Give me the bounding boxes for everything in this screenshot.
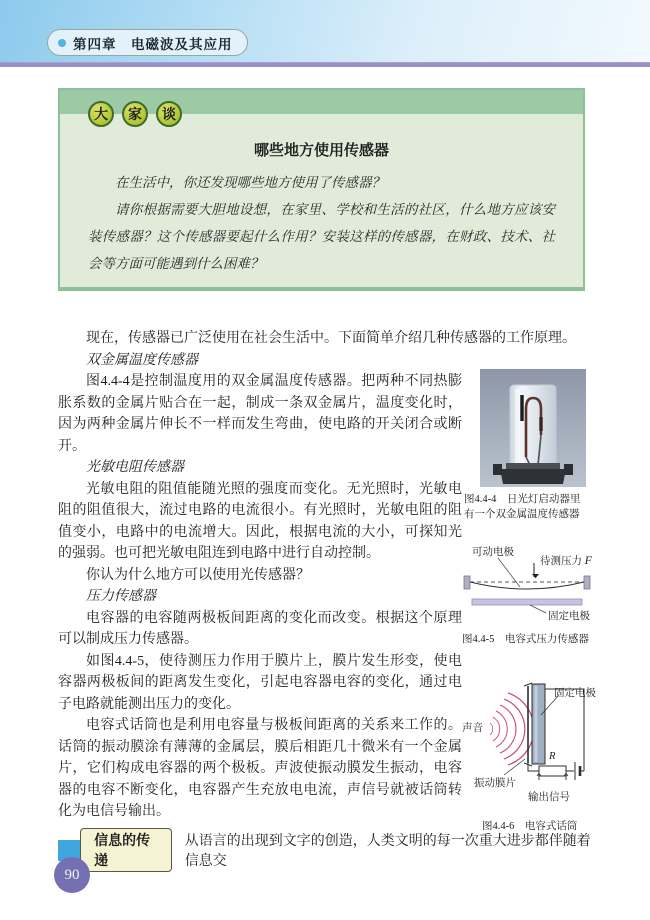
intro-paragraph: 现在，传感器已广泛使用在社会生活中。下面简单介绍几种传感器的工作原理。 [86, 331, 576, 346]
discussion-paragraph: 请你根据需要大胆地设想，在家里、学校和生活的社区，什么地方应该安装传感器？这个传感器要起什么作用？安装这样的传感器，在财政、技术、社会等方面可能遇到什么困难？ [88, 202, 555, 271]
discussion-title: 哪些地方使用传感器 [253, 142, 389, 159]
body-paragraph: 如图4.4-5，使待测压力作用于膜片上，膜片发生形变，使电容器两极板间的距离发生变化，引起电容器电容的变化，通过电子电路就能测出压力的变化。 [58, 653, 462, 712]
page-number-badge: 90 [54, 857, 90, 893]
body-paragraph: 电容器的电容随两极板间距离的变化而改变。根据这个原理可以制成压力传感器。 [58, 610, 462, 647]
label-output-signal: 输出信号 [528, 791, 570, 803]
badge-da: 大 [88, 101, 114, 127]
discussion-box [58, 88, 585, 291]
header-rule [0, 62, 650, 67]
page-header [0, 0, 650, 67]
starter-lamp-photo [480, 369, 586, 487]
figure-starter-lamp [464, 369, 592, 522]
label-fixed-electrode: 固定电极 [554, 687, 596, 699]
label-movable-electrode: 可动电极 [472, 546, 514, 558]
figure-capacitor-microphone [462, 667, 596, 815]
figure-column [462, 350, 596, 834]
section-heading-photoresistor: 光敏电阻传感器 [86, 460, 184, 475]
figure-caption: 图4.4-4 日光灯启动器里 有一个双金属温度传感器 [464, 493, 581, 520]
label-test-pressure: 待测压力 F [540, 552, 592, 567]
next-section-lead [58, 828, 592, 872]
badge-tan: 谈 [156, 101, 182, 127]
main-content [58, 328, 596, 834]
discussion-body [60, 160, 583, 277]
body-paragraph: 光敏电阻的阻值能随光照的强度而变化。无光照时，光敏电阻的阻值很大，流过电路的电流很小。有光照时，光敏电阻的阻值变小，电路中的电流增大。因此，根据电流的大小，可探知光的强弱。也可把光敏电阻连到电路中进行自动控制。 [58, 481, 462, 561]
label-resistor: R [549, 750, 556, 762]
section-heading-pressure: 压力传感器 [86, 589, 156, 604]
chapter-title: 第四章 电磁波及其应用 [73, 36, 233, 52]
text-column [58, 350, 462, 834]
badge-jia: 家 [122, 101, 148, 127]
section-badge: 信息的传递 [80, 828, 172, 872]
body-paragraph: 你认为什么地方可以使用光传感器？ [86, 567, 310, 583]
figure-caption: 图4.4-5 电容式压力传感器 [462, 633, 589, 645]
chapter-pill [47, 29, 248, 56]
label-fixed-electrode: 固定电极 [548, 610, 590, 622]
section-heading-bimetal: 双金属温度传感器 [86, 352, 198, 368]
figure-caption: 图4.4-6 电容式话筒 [482, 820, 578, 832]
label-vibrating-membrane: 振动膜片 [474, 777, 516, 789]
section-lead-text: 从语言的出现到文字的创造，人类文明的每一次重大进步都伴随着信息交 [184, 834, 591, 869]
discussion-paragraph: 在生活中，你还发现哪些地方使用了传感器？ [115, 175, 385, 190]
discussion-badges [88, 101, 182, 127]
figure-pressure-sensor [462, 546, 592, 626]
chapter-bullet-icon [58, 39, 66, 47]
body-paragraph: 图4.4-4是控制温度用的双金属温度传感器。把两种不同热膨胀系数的金属片贴合在一起，制成一条双金属片，温度变化时，因为两种金属片伸长不一样而发生弯曲，使电路的开关闭合或断开。 [58, 374, 462, 454]
label-sound: 声音 [462, 722, 483, 734]
body-paragraph: 电容式话筒也是利用电容量与极板间距离的关系来工作的。话筒的振动膜涂有薄薄的金属层，膜后相距几十微米有一个金属片，它们构成电容器的两个极板。声波使振动膜发生振动，电容器的电容不断变化，电容器产生充放电电流，声信号就被话筒转化为电信号输出。 [58, 718, 462, 819]
